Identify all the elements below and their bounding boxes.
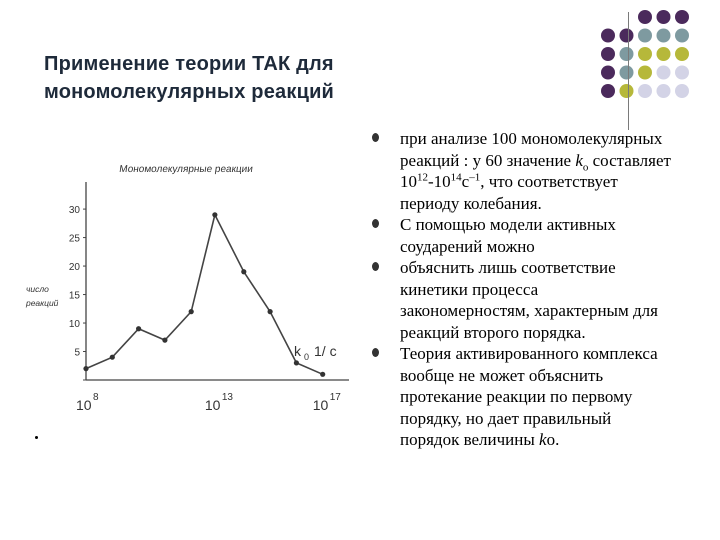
stray-dot [35,436,38,439]
bullet-1-dash: -10 [428,172,451,191]
chart-point [320,372,325,377]
bullet-1-mid: составляет 10 [400,150,671,191]
chart-point [268,309,273,314]
decorative-dot [638,84,652,98]
bullet-3-text: объяснить лишь соответствие кинетики процесса закономерностям, характерным для реакций второго порядка. [400,258,658,342]
decorative-dot [657,10,671,24]
bullet-item-3 [372,257,672,343]
bullet-marker [372,348,379,357]
slide-title [44,50,404,106]
decorative-dot [601,47,615,61]
chart-point [136,326,141,331]
bullet-1-post: , что соответствует периоду колебания. [400,172,618,213]
chart-point [189,309,194,314]
decorative-dot [657,29,671,43]
bullet-marker [372,262,379,271]
chart-y-tick-label: 30 [68,205,80,217]
chart-x-tick-exponent: 17 [329,392,341,403]
decorative-dot [601,66,615,80]
chart-ylabel-line-2: реакций [26,298,59,308]
bullet-item-1 [372,128,672,214]
chart-x-tick-exponent: 8 [93,392,99,403]
decorative-dot [675,47,689,61]
chart-ylabel-line-1: число [26,284,49,294]
bullet-1-unit: с [461,172,470,191]
chart-x-tick-label: 10 [76,397,92,413]
decorative-dot [675,29,689,43]
bullet-marker [372,219,379,228]
chart-x-tick-label: 10 [204,397,221,413]
bullet-4-k: k [539,430,547,449]
chart-point [83,366,88,371]
chart-xlabel-unit: 1/ с [314,343,337,359]
decorative-dot [675,84,689,98]
bullet-4-pre: Теория активированного комплекса вообще не может объяснить протекание реакции по первому порядку, но дает правильный порядок величины [400,344,658,449]
chart [24,150,354,430]
decorative-divider-line [628,12,629,130]
decorative-dot [657,66,671,80]
decorative-dot [638,10,652,24]
chart-point [162,338,167,343]
bullet-2-text: С помощью модели активных соударений можно [400,215,616,256]
chart-y-tick-label: 10 [68,319,80,331]
decorative-dot [638,66,652,80]
chart-y-tick-label: 15 [68,290,80,302]
bullet-1-k-sub: o [582,160,589,173]
chart-point [241,269,246,274]
chart-x-tick-label: 10 [312,397,329,413]
bullet-list [372,128,672,451]
bullet-item-2 [372,214,672,257]
chart-y-tick-label: 20 [68,262,80,274]
bullet-4-post: o. [546,430,560,449]
chart-y-tick-label: 5 [74,347,80,359]
bullet-item-4 [372,343,672,451]
decorative-dot [620,66,634,80]
decorative-dot [657,84,671,98]
slide-title-line-2: мономолекулярных реакций [44,81,335,103]
bullet-1-exp3: –1 [469,171,481,184]
slide-title-line-1: Применение теории ТАК для [44,53,334,75]
decorative-dot [675,66,689,80]
decorative-dot [638,47,652,61]
bullet-marker [372,133,379,142]
decorative-dot [601,84,615,98]
chart-point [294,360,299,365]
chart-xlabel-sub: 0 [304,352,310,362]
bullet-1-exp1: 12 [417,171,428,184]
chart-point [212,212,217,217]
decorative-dot [620,47,634,61]
decorative-dot [601,29,615,43]
chart-x-tick-exponent: 13 [221,392,233,403]
chart-xlabel-k: k [294,343,301,359]
decorative-dot [675,10,689,24]
decorative-dot [620,29,634,43]
bullet-1-k: k [575,150,583,170]
bullet-1-pre: при анализе 100 мономолекулярных реакций : у 60 значение [400,129,663,170]
chart-y-tick-label: 25 [68,233,80,245]
decorative-dot [657,47,671,61]
decorative-dot [620,84,634,98]
decorative-dot [638,29,652,43]
chart-point [110,355,115,360]
chart-title: Мономолекулярные реакции [118,164,254,175]
bullet-1-exp2: 14 [450,171,462,184]
